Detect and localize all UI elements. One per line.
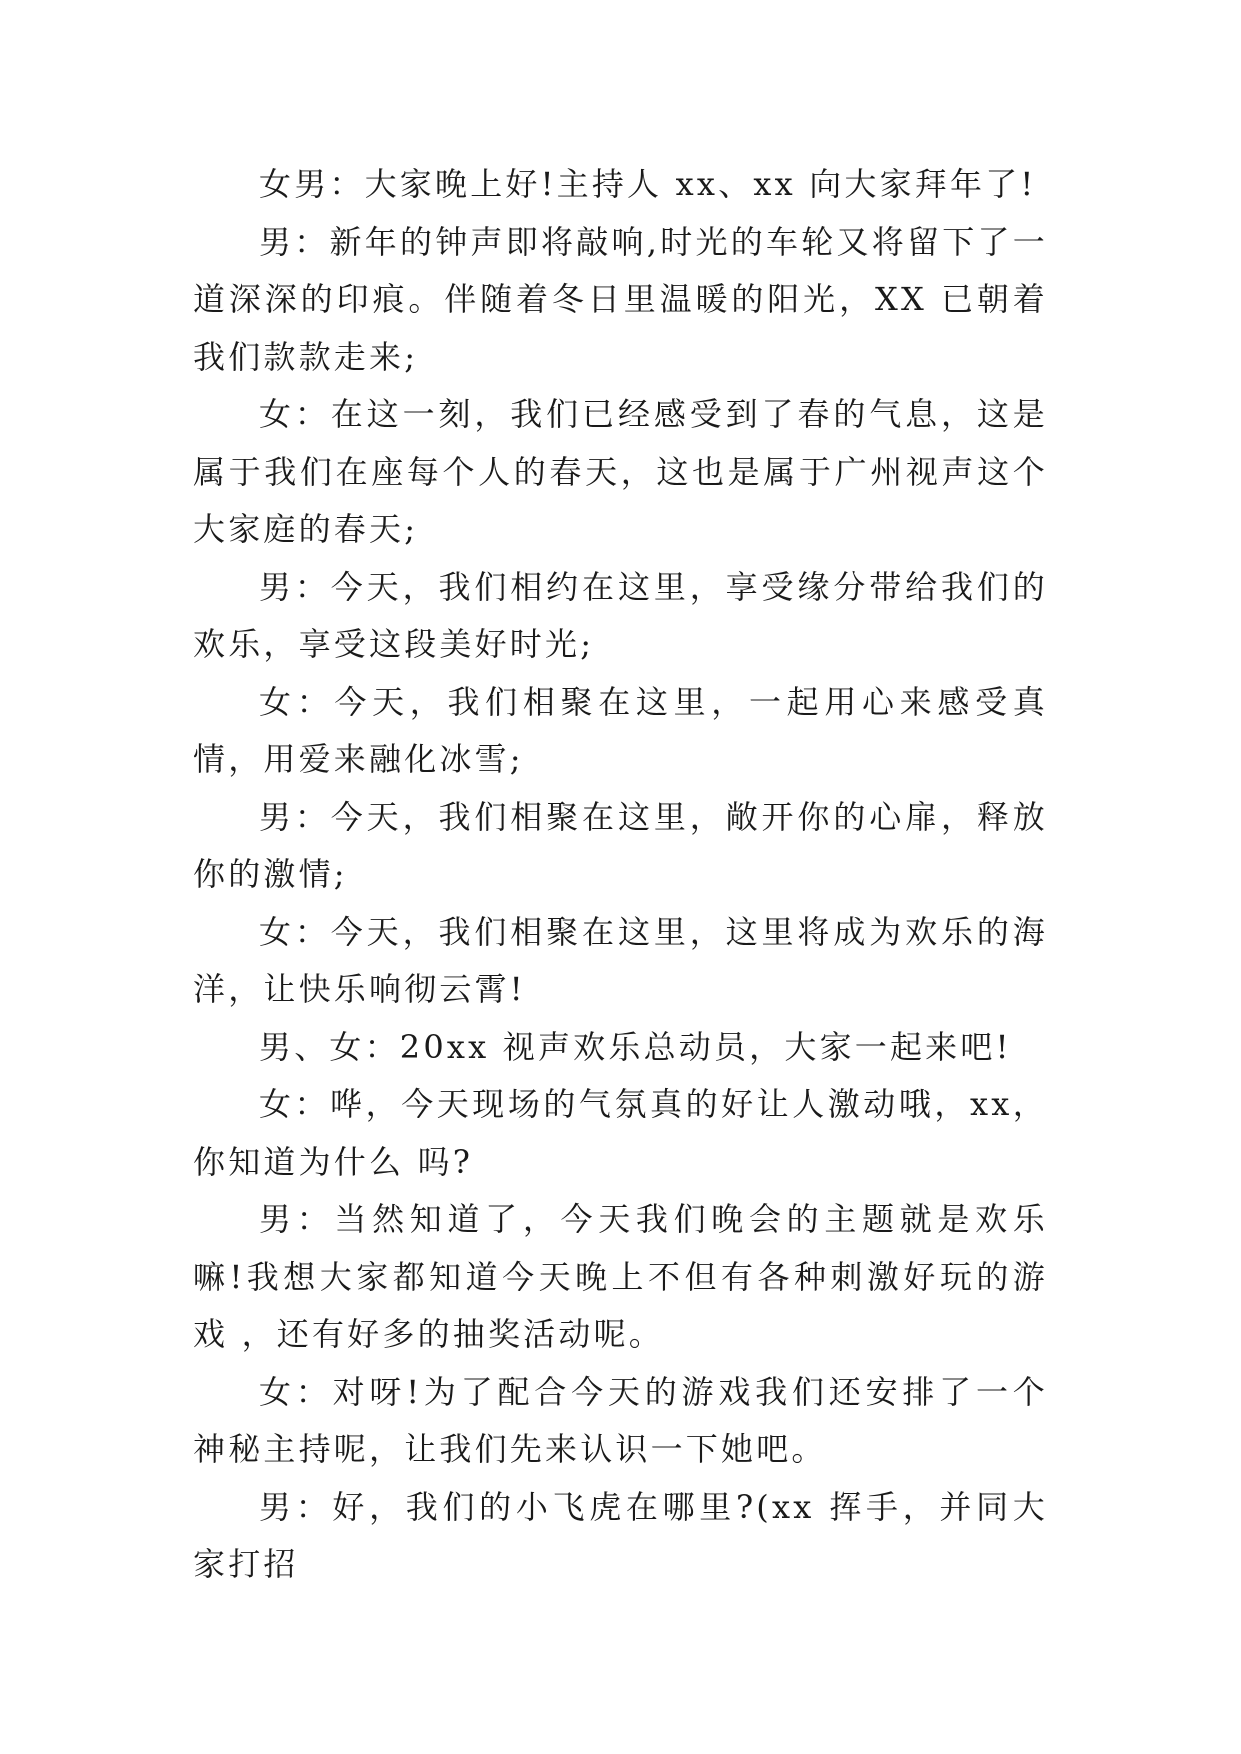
document-body [193,156,1048,1594]
dialogue-paragraph: 女：今天，我们相聚在这里，这里将成为欢乐的海洋，让快乐响彻云霄! [193,912,1048,1008]
dialogue-paragraph: 女：今天，我们相聚在这里，一起用心来感受真情，用爱来融化冰雪; [193,682,1048,778]
dialogue-paragraph: 男：今天，我们相约在这里，享受缘分带给我们的欢乐，享受这段美好时光; [193,567,1048,663]
dialogue-paragraph: 男：今天，我们相聚在这里，敞开你的心扉，释放你的激情; [193,797,1048,893]
dialogue-paragraph: 男：好，我们的小飞虎在哪里?(xx 挥手，并同大家打招 [193,1487,1048,1583]
dialogue-paragraph: 男、女：20xx 视声欢乐总动员，大家一起来吧! [259,1027,1012,1066]
dialogue-paragraph: 女：哗，今天现场的气氛真的好让人激动哦，xx，你知道为什么 吗? [193,1085,1048,1181]
dialogue-paragraph: 女：在这一刻，我们已经感受到了春的气息，这是属于我们在座每个人的春天，这也是属于广州视声这个大家庭的春天; [193,395,1048,548]
dialogue-paragraph: 女：对呀!为了配合今天的游戏我们还安排了一个神秘主持呢，让我们先来认识一下她吧。 [193,1372,1048,1468]
dialogue-paragraph: 女男：大家晚上好!主持人 xx、xx 向大家拜年了! [259,165,1037,203]
dialogue-paragraph: 男：新年的钟声即将敲响,时光的车轮又将留下了一道深深的印痕。伴随着冬日里温暖的阳光，XX 已朝着我们款款走来; [193,222,1048,376]
dialogue-paragraph: 男：当然知道了，今天我们晚会的主题就是欢乐嘛!我想大家都知道今天晚上不但有各种刺激好玩的游戏 ，还有好多的抽奖活动呢。 [193,1200,1048,1353]
